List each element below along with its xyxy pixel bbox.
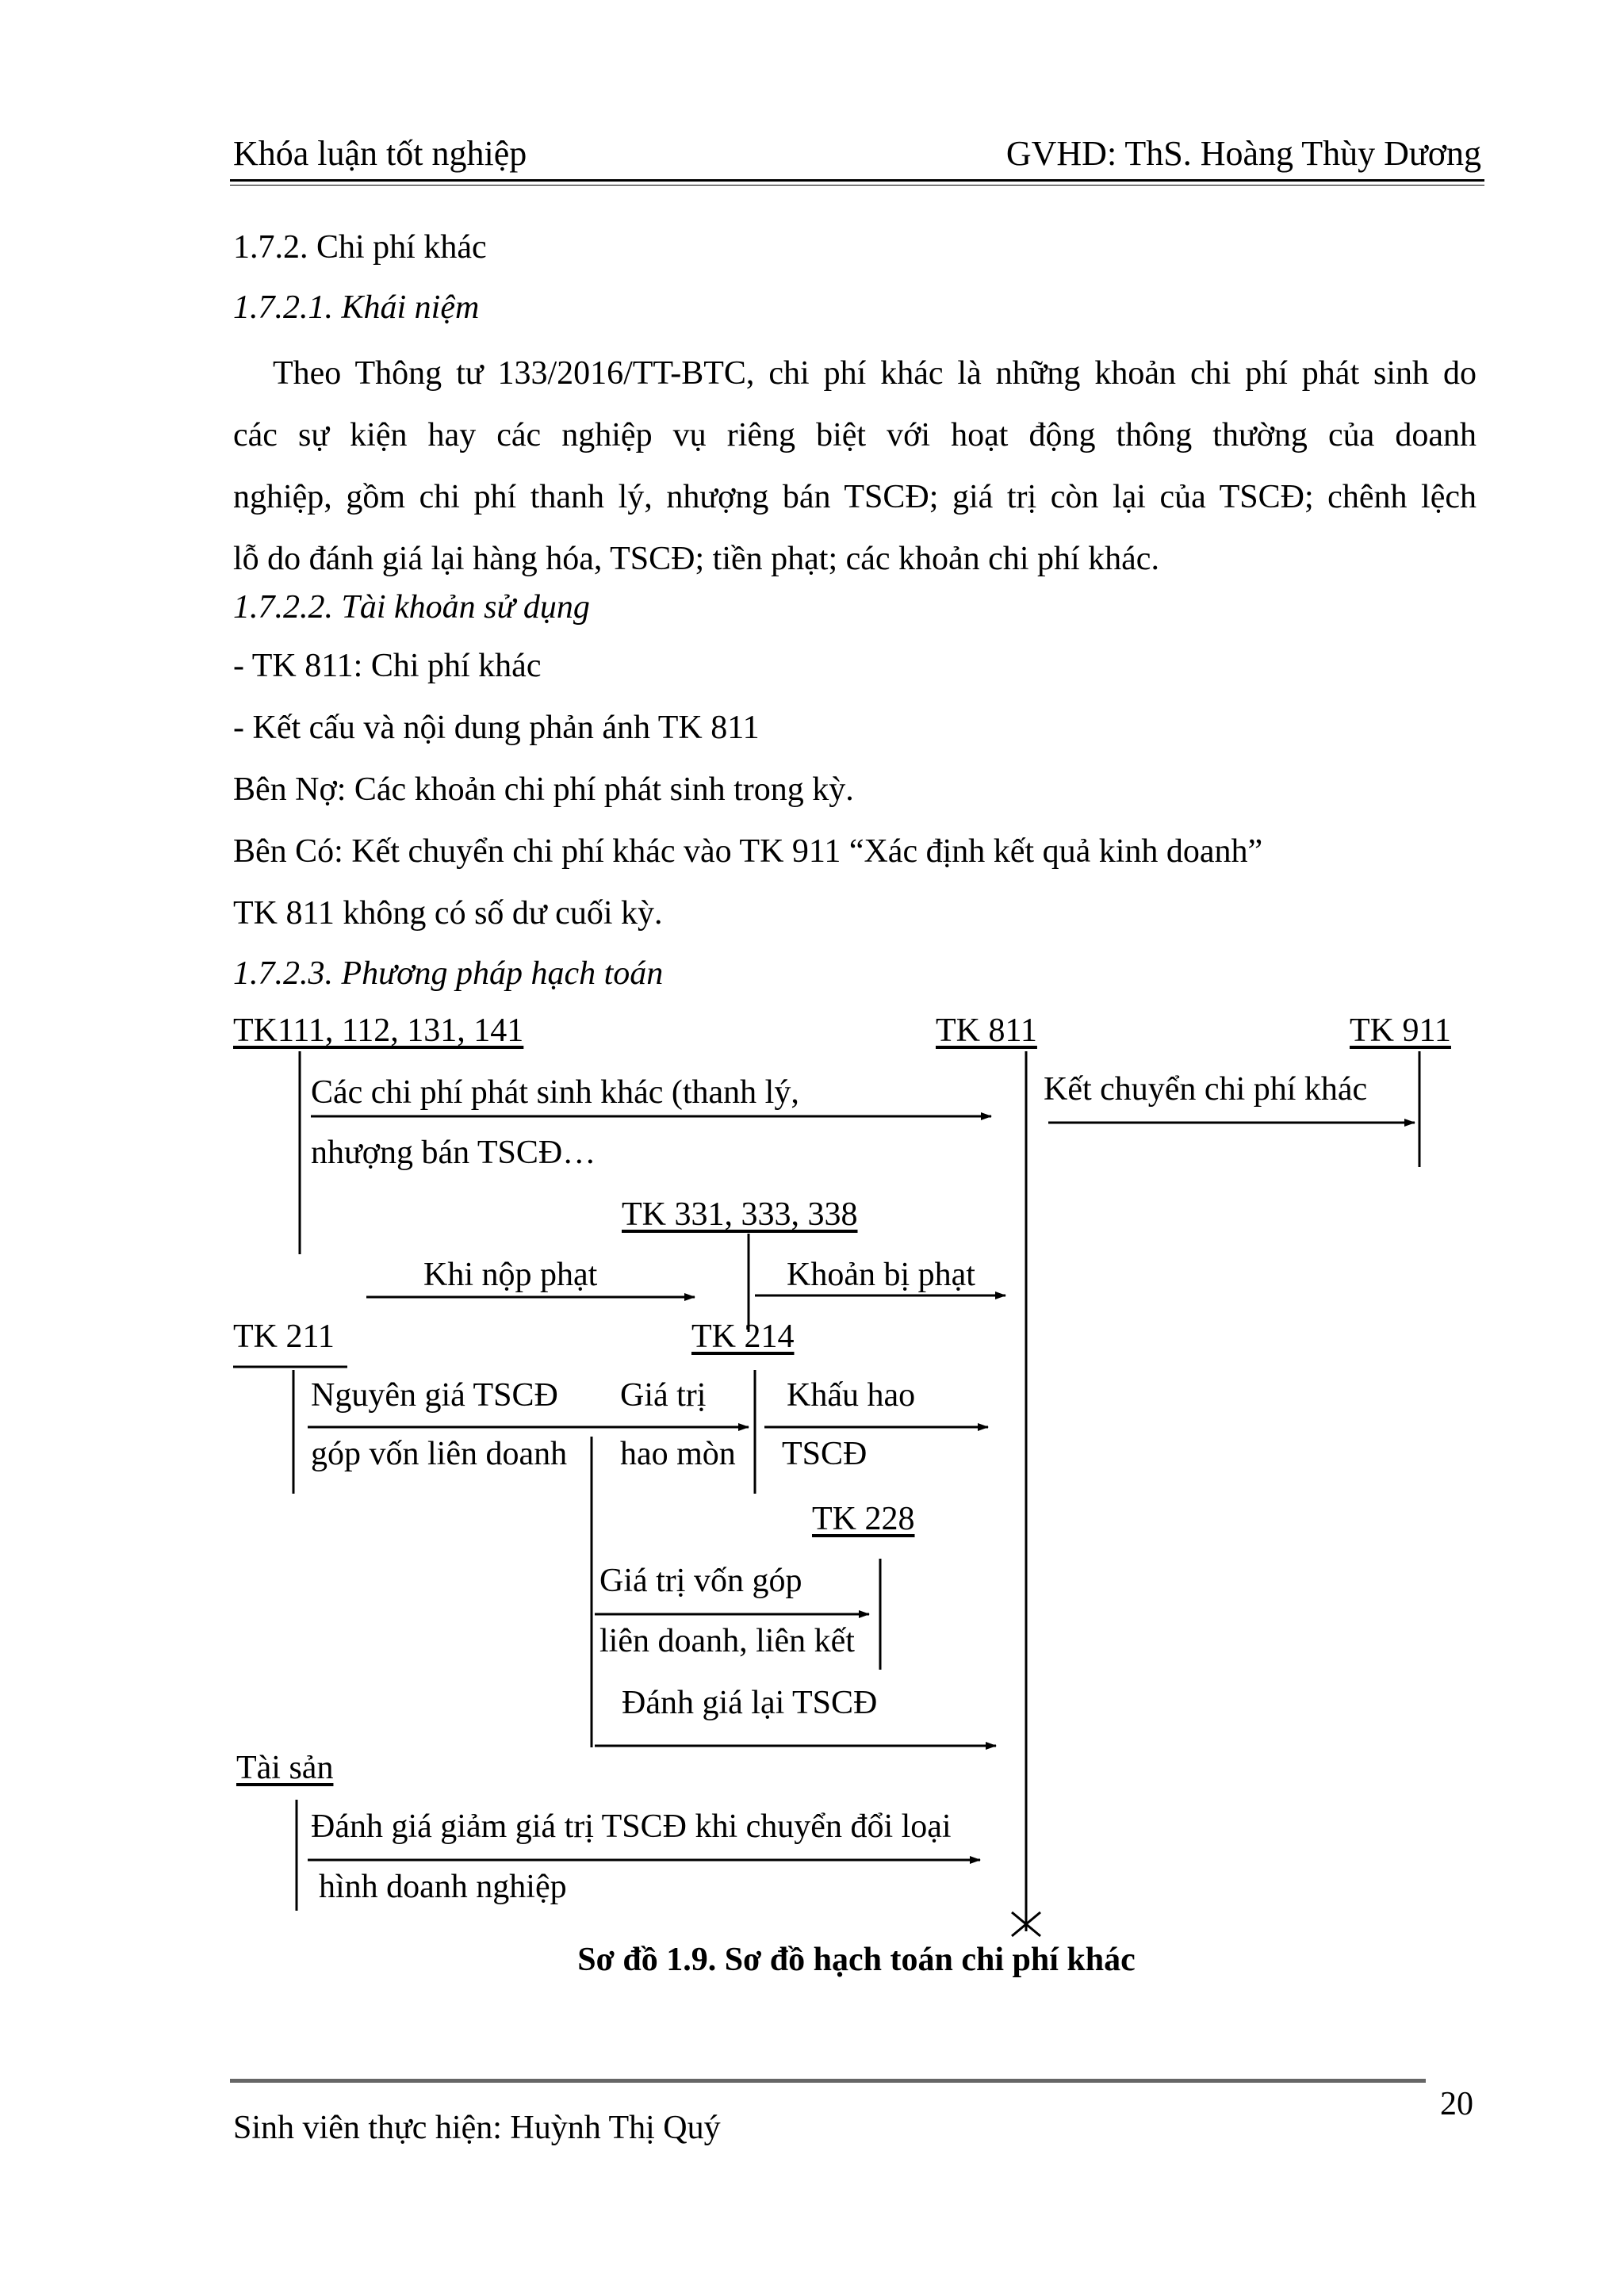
- label-cp2: nhượng bán TSCĐ…: [311, 1135, 596, 1171]
- tk111-label: TK111, 112, 131, 141: [233, 1012, 524, 1049]
- label-khau-hao-2: TSCĐ: [782, 1436, 868, 1472]
- header-right: GVHD: ThS. Hoàng Thùy Dương: [1005, 134, 1481, 173]
- text-line: Bên Có: Kết chuyển chi phí khác vào TK 911 “Xác định kết quả kinh doanh”: [233, 833, 1263, 870]
- tk228-label: TK 228: [812, 1501, 915, 1537]
- text-line: TK 811 không có số dư cuối kỳ.: [233, 895, 663, 932]
- header-left: Khóa luận tốt nghiệp: [233, 134, 527, 173]
- text-line: Bên Nợ: Các khoản chi phí phát sinh trong kỳ.: [233, 771, 854, 808]
- footer-rule: [230, 2079, 1426, 2083]
- tk811-label: TK 811: [936, 1012, 1037, 1049]
- text-line: - Kết cấu và nội dung phản ánh TK 811: [233, 710, 760, 746]
- text-line: - TK 811: Chi phí khác: [233, 648, 542, 684]
- paragraph-line: Theo Thông tư 133/2016/TT-BTC, chi phí khác là những khoản chi phí phát sinh do: [273, 355, 1477, 392]
- label-khau-hao-1: Khấu hao: [787, 1377, 916, 1414]
- paragraph-line: nghiệp, gồm chi phí thanh lý, nhượng bán TSCĐ; giá trị còn lại của TSCĐ; chênh lệch: [233, 479, 1477, 515]
- label-von-gop-1: Giá trị vốn góp: [599, 1563, 802, 1599]
- label-ketchuyen: Kết chuyển chi phí khác: [1044, 1071, 1368, 1108]
- figure-caption: Sơ đồ 1.9. Sơ đồ hạch toán chi phí khác: [577, 1942, 1136, 1978]
- page-number: 20: [1440, 2086, 1473, 2122]
- paragraph-line: lỗ do đánh giá lại hàng hóa, TSCĐ; tiền phạt; các khoản chi phí khác.: [233, 541, 1159, 577]
- label-cp1: Các chi phí phát sinh khác (thanh lý,: [311, 1074, 799, 1111]
- label-nop-phat: Khi nộp phạt: [423, 1257, 598, 1293]
- label-danh-gia-giam-2: hình doanh nghiệp: [319, 1869, 567, 1905]
- label-danh-gia-lai: Đánh giá lại TSCĐ: [622, 1685, 878, 1721]
- taisan-label: Tài sản: [236, 1750, 334, 1786]
- footer-student: Sinh viên thực hiện: Huỳnh Thị Quý: [233, 2110, 721, 2146]
- label-danh-gia-giam-1: Đánh giá giảm giá trị TSCĐ khi chuyển đổi loại: [311, 1808, 952, 1845]
- label-nguyen-gia-2: góp vốn liên doanh: [311, 1436, 568, 1472]
- label-bi-phat: Khoản bị phạt: [787, 1257, 975, 1293]
- label-gia-tri-1: Giá trị: [620, 1377, 707, 1414]
- tk331-label: TK 331, 333, 338: [622, 1196, 858, 1233]
- label-von-gop-2: liên doanh, liên kết: [599, 1623, 855, 1659]
- tk214-label: TK 214: [691, 1318, 795, 1355]
- subsection-accounts: 1.7.2.2. Tài khoản sử dụng: [233, 589, 590, 626]
- tk211-label: TK 211: [233, 1318, 335, 1355]
- label-nguyen-gia-1: Nguyên giá TSCĐ: [311, 1377, 558, 1414]
- subsection-concept: 1.7.2.1. Khái niệm: [233, 289, 480, 326]
- tk911-label: TK 911: [1350, 1012, 1451, 1049]
- label-gia-tri-2: hao mòn: [620, 1436, 736, 1472]
- paragraph-line: các sự kiện hay các nghiệp vụ riêng biệt với hoạt động thông thường của doanh: [233, 417, 1477, 453]
- subsection-method: 1.7.2.3. Phương pháp hạch toán: [233, 955, 664, 992]
- section-title: 1.7.2. Chi phí khác: [233, 229, 487, 266]
